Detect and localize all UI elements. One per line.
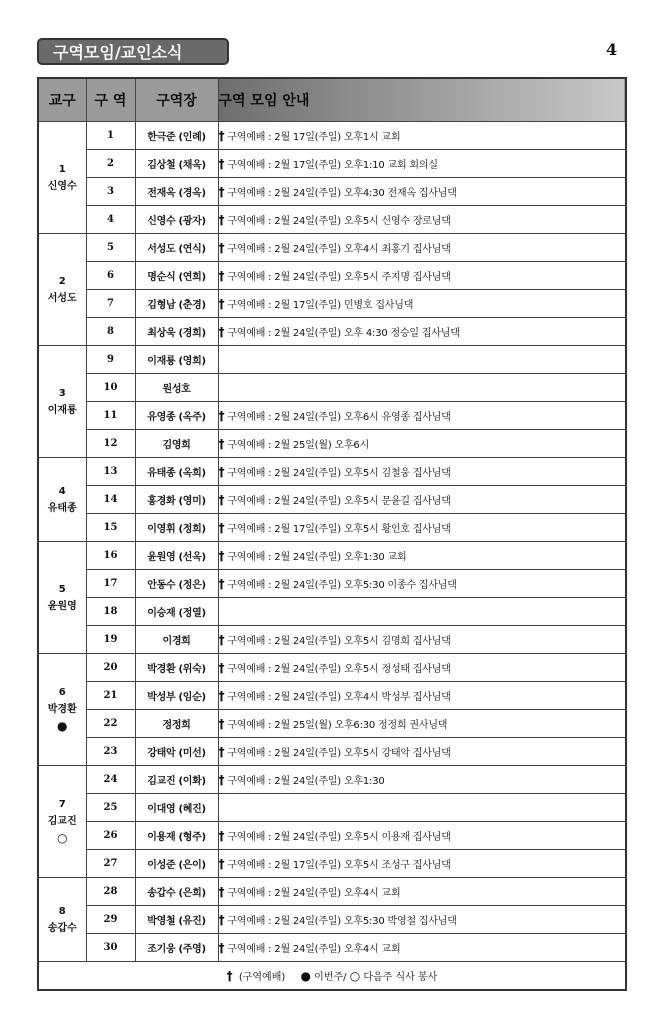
zone-number: 16 [86, 542, 135, 570]
table-row [38, 402, 626, 430]
zone-leader: 한극준 (인례) [135, 122, 218, 150]
table-row [38, 654, 626, 682]
meeting-info-text: 구역예배 : 2월 24일(주일) 오후5시 김명희 집사님댁 [227, 636, 451, 647]
meeting-info-text: 구역예배 : 2월 17일(주일) 오후1:10 교회 회의실 [227, 160, 438, 171]
cross-icon: † [218, 689, 225, 703]
district-number: 7 [58, 799, 66, 810]
zone-number: 18 [86, 598, 135, 626]
table-row [38, 598, 626, 626]
cross-icon: † [218, 549, 225, 563]
header-zone-leader: 구역장 [135, 78, 218, 122]
cross-icon: † [218, 745, 225, 759]
cross-icon: † [218, 465, 225, 479]
filled-dot-icon: ● [300, 969, 311, 983]
meeting-info [218, 626, 626, 654]
zone-leader: 박성부 (임순) [135, 682, 218, 710]
table-row [38, 346, 626, 374]
cross-icon: † [218, 661, 225, 675]
meeting-info [218, 542, 626, 570]
district-cell [38, 122, 86, 234]
table-row [38, 906, 626, 934]
zone-leader: 박경환 (위숙) [135, 654, 218, 682]
meeting-info [218, 262, 626, 290]
meeting-info [218, 654, 626, 682]
zone-number: 21 [86, 682, 135, 710]
table-row [38, 682, 626, 710]
district-cell [38, 234, 86, 346]
district-leader: 박경환 [47, 704, 77, 715]
meeting-info-text: 구역예배 : 2월 24일(주일) 오후5시 문윤길 집사님댁 [227, 496, 451, 507]
table-row [38, 766, 626, 794]
meeting-info-text: 구역예배 : 2월 24일(주일) 오후 4:30 정승일 집사님댁 [227, 328, 460, 339]
meeting-info-text: 구역예배 : 2월 17일(주일) 오후1시 교회 [227, 132, 401, 143]
meeting-info [218, 374, 626, 402]
zone-number: 5 [86, 234, 135, 262]
zone-number: 25 [86, 794, 135, 822]
zone-number: 4 [86, 206, 135, 234]
zone-number: 11 [86, 402, 135, 430]
district-leader: 이재룡 [47, 404, 77, 416]
meeting-info-text: 구역예배 : 2월 24일(주일) 오후1:30 교회 [227, 552, 407, 563]
zone-leader: 이용재 (형주) [135, 822, 218, 850]
meal-this-week-icon: ● [57, 719, 68, 733]
table-row [38, 458, 626, 486]
zone-leader: 유태종 (옥희) [135, 458, 218, 486]
table-row [38, 374, 626, 402]
zone-number: 14 [86, 486, 135, 514]
meeting-info [218, 766, 626, 794]
table-row [38, 822, 626, 850]
page-number: 4 [606, 40, 618, 59]
cross-icon: † [218, 325, 225, 339]
zone-number: 8 [86, 318, 135, 346]
table-row [38, 710, 626, 738]
table-row [38, 570, 626, 598]
meeting-info-text: 구역예배 : 2월 24일(주일) 오후5시 정성태 집사님댁 [227, 664, 451, 675]
zone-leader: 박영철 (유진) [135, 906, 218, 934]
zone-number: 19 [86, 626, 135, 654]
district-leader: 서성도 [47, 292, 77, 304]
district-number: 8 [58, 905, 66, 917]
zone-leader: 김상철 (채옥) [135, 150, 218, 178]
meeting-info-text: 구역예배 : 2월 25일(월) 오후6:30 정정희 권사님댁 [227, 720, 448, 731]
zone-leader: 김영희 [135, 430, 218, 458]
table-row [38, 262, 626, 290]
meeting-info [218, 850, 626, 878]
cross-icon: † [226, 969, 233, 983]
meeting-info [218, 150, 626, 178]
table-row [38, 206, 626, 234]
cross-icon: † [218, 633, 225, 647]
zone-leader: 서성도 (연식) [135, 234, 218, 262]
zone-leader: 김형남 (춘경) [135, 290, 218, 318]
district-cell [38, 878, 86, 962]
cross-icon: † [218, 409, 225, 423]
meeting-info-text: 구역예배 : 2월 24일(주일) 오후4시 박성부 집사님댁 [227, 692, 451, 703]
table-row [38, 878, 626, 906]
zone-number: 12 [86, 430, 135, 458]
table-row [38, 738, 626, 766]
meeting-info-text: 구역예배 : 2월 24일(주일) 오후5:30 이종수 집사님댁 [227, 580, 457, 591]
zone-leader: 조기웅 (주영) [135, 934, 218, 962]
meeting-info [218, 906, 626, 934]
meeting-info [218, 738, 626, 766]
zone-number: 20 [86, 654, 135, 682]
zone-leader: 정정희 [135, 710, 218, 738]
zone-number: 3 [86, 178, 135, 206]
cross-icon: † [218, 297, 225, 311]
zone-number: 10 [86, 374, 135, 402]
table-row [38, 850, 626, 878]
zone-leader: 윤원영 (선옥) [135, 542, 218, 570]
meeting-info [218, 318, 626, 346]
zone-leader: 원성호 [135, 374, 218, 402]
district-number: 1 [58, 163, 66, 175]
zone-leader: 이대영 (혜진) [135, 794, 218, 822]
district-number: 6 [58, 687, 66, 698]
zone-number: 7 [86, 290, 135, 318]
cross-icon: † [218, 241, 225, 255]
zone-leader: 강태악 (미선) [135, 738, 218, 766]
meeting-info-text: 구역예배 : 2월 24일(주일) 오후5시 이용재 집사님댁 [227, 832, 451, 843]
district-leader: 송갑수 [47, 922, 77, 934]
meeting-info [218, 878, 626, 906]
meeting-info [218, 514, 626, 542]
table-row [38, 430, 626, 458]
zone-leader: 이성준 (은이) [135, 850, 218, 878]
zone-number: 27 [86, 850, 135, 878]
meeting-info [218, 290, 626, 318]
meeting-info-text: 구역예배 : 2월 24일(주일) 오후6시 유영종 집사님댁 [227, 412, 451, 423]
meeting-info-text: 구역예배 : 2월 24일(주일) 오후5:30 박영철 집사님댁 [227, 916, 457, 927]
meeting-info [218, 710, 626, 738]
meeting-info [218, 598, 626, 626]
table-row [38, 290, 626, 318]
table-row [38, 542, 626, 570]
district-cell [38, 346, 86, 458]
table-row [38, 934, 626, 962]
zone-number: 23 [86, 738, 135, 766]
district-number: 4 [58, 485, 66, 497]
cross-icon: † [218, 885, 225, 899]
meeting-info-text: 구역예배 : 2월 25일(월) 오후6시 [227, 440, 370, 451]
cross-icon: † [218, 185, 225, 199]
district-number: 5 [58, 583, 66, 595]
district-number: 2 [58, 275, 66, 287]
zone-number: 28 [86, 878, 135, 906]
table-row [38, 626, 626, 654]
table-row [38, 122, 626, 150]
district-cell [38, 654, 86, 766]
cross-icon: † [218, 213, 225, 227]
zone-number: 2 [86, 150, 135, 178]
zone-leader: 이경희 [135, 626, 218, 654]
zone-number: 26 [86, 822, 135, 850]
zone-leader: 최상욱 (경희) [135, 318, 218, 346]
meeting-info [218, 206, 626, 234]
district-cell [38, 542, 86, 654]
district-cell [38, 766, 86, 878]
zone-leader: 명순식 (연희) [135, 262, 218, 290]
table-row [38, 514, 626, 542]
zone-number: 30 [86, 934, 135, 962]
zone-number: 6 [86, 262, 135, 290]
district-leader: 신영수 [47, 180, 77, 192]
zone-leader: 안동수 (정은) [135, 570, 218, 598]
zone-number: 13 [86, 458, 135, 486]
header-meeting-info: 구역 모임 안내 [218, 78, 626, 122]
meeting-info [218, 570, 626, 598]
district-leader: 윤원영 [47, 600, 77, 612]
zone-leader: 홍경화 (영미) [135, 486, 218, 514]
district-leader: 김교진 [47, 816, 77, 827]
header-district: 교구 [38, 78, 86, 122]
legend-row [38, 962, 626, 991]
section-title [37, 38, 229, 65]
district-cell [38, 458, 86, 542]
meeting-info-text: 구역예배 : 2월 24일(주일) 오후4:30 전재옥 집사님댁 [227, 188, 457, 199]
meeting-info-text: 구역예배 : 2월 24일(주일) 오후5시 주지명 집사님댁 [227, 272, 451, 283]
cross-icon: † [218, 857, 225, 871]
meeting-info-text: 구역예배 : 2월 17일(주일) 오후5시 조성구 집사님댁 [227, 860, 451, 871]
meeting-info [218, 458, 626, 486]
meeting-info [218, 430, 626, 458]
meeting-info [218, 794, 626, 822]
meeting-info [218, 122, 626, 150]
meeting-info [218, 934, 626, 962]
zone-number: 17 [86, 570, 135, 598]
cross-icon: † [218, 941, 225, 955]
meeting-info-text: 구역예배 : 2월 24일(주일) 오후5시 강태악 집사님댁 [227, 748, 451, 759]
zone-leader: 이영휘 (정희) [135, 514, 218, 542]
header-zone: 구 역 [86, 78, 135, 122]
legend-cross-text: (구역예배) [238, 972, 286, 983]
cross-icon: † [218, 773, 225, 787]
zone-number: 29 [86, 906, 135, 934]
zone-number: 1 [86, 122, 135, 150]
meeting-info [218, 682, 626, 710]
section-title-text: 구역모임/교인소식 [53, 43, 183, 62]
zone-number: 22 [86, 710, 135, 738]
cross-icon: † [218, 521, 225, 535]
legend [38, 962, 626, 991]
table-body [38, 122, 626, 962]
meeting-info [218, 402, 626, 430]
district-number: 3 [58, 387, 66, 399]
cross-icon: † [218, 437, 225, 451]
zone-leader: 전재옥 (경옥) [135, 178, 218, 206]
zone-leader: 신영수 (광자) [135, 206, 218, 234]
table-row [38, 486, 626, 514]
cross-icon: † [218, 717, 225, 731]
meeting-info-text: 구역예배 : 2월 24일(주일) 오후5시 신영수 장로님댁 [227, 216, 451, 227]
legend-this-week-text: 이번주/ [314, 972, 347, 983]
meeting-info-text: 구역예배 : 2월 17일(주일) 오후5시 황인호 집사님댁 [227, 524, 451, 535]
meeting-info [218, 178, 626, 206]
legend-next-week-text: 다음주 식사 봉사 [363, 972, 438, 983]
table-header-row [38, 78, 626, 122]
zone-leader: 송갑수 (은희) [135, 878, 218, 906]
district-leader: 유태종 [47, 502, 77, 514]
meeting-info [218, 822, 626, 850]
meeting-info-text: 구역예배 : 2월 24일(주일) 오후5시 김철웅 집사님댁 [227, 468, 451, 479]
table-row [38, 794, 626, 822]
meeting-info-text: 구역예배 : 2월 24일(주일) 오후4시 교회 [227, 888, 401, 899]
zone-number: 24 [86, 766, 135, 794]
meeting-info [218, 486, 626, 514]
cross-icon: † [218, 577, 225, 591]
meeting-info-text: 구역예배 : 2월 17일(주일) 민병호 집사님댁 [227, 300, 414, 311]
zone-leader: 이재룡 (영희) [135, 346, 218, 374]
meeting-info-text: 구역예배 : 2월 24일(주일) 오후4시 교회 [227, 944, 401, 955]
zone-leader: 이승재 (정열) [135, 598, 218, 626]
cross-icon: † [218, 157, 225, 171]
table-row [38, 234, 626, 262]
table-row [38, 150, 626, 178]
zone-number: 15 [86, 514, 135, 542]
cross-icon: † [218, 913, 225, 927]
meeting-info-text: 구역예배 : 2월 24일(주일) 오후4시 최홍기 집사님댁 [227, 244, 451, 255]
meeting-info [218, 346, 626, 374]
meal-next-week-icon: ○ [57, 831, 68, 845]
cross-icon: † [218, 493, 225, 507]
cross-icon: † [218, 129, 225, 143]
open-dot-icon: ○ [349, 969, 361, 983]
cross-icon: † [218, 269, 225, 283]
district-meeting-table [37, 77, 627, 991]
meeting-info-text: 구역예배 : 2월 24일(주일) 오후1:30 [227, 776, 385, 787]
zone-leader: 김교진 (이화) [135, 766, 218, 794]
zone-number: 9 [86, 346, 135, 374]
table-row [38, 318, 626, 346]
table-row [38, 178, 626, 206]
cross-icon: † [218, 829, 225, 843]
zone-leader: 유영종 (옥주) [135, 402, 218, 430]
meeting-info [218, 234, 626, 262]
